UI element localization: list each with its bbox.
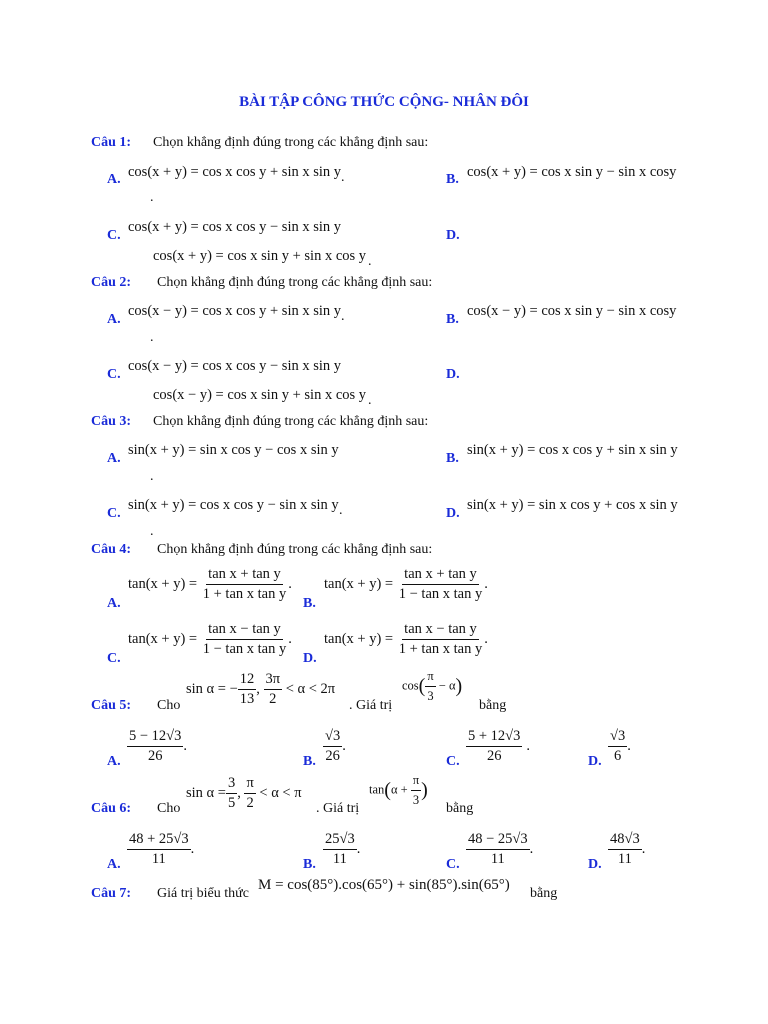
q5-option-d-letter[interactable]: D. [588, 754, 602, 769]
question-4-text: Chọn khẳng định đúng trong các khẳng định sau: [157, 542, 433, 557]
dot: . [150, 330, 154, 345]
q4-option-c-letter[interactable]: C. [107, 651, 121, 666]
q1-option-b-letter[interactable]: B. [446, 172, 459, 187]
dot: . [150, 469, 154, 484]
dot: . [368, 393, 372, 408]
q4-option-b-letter[interactable]: B. [303, 596, 316, 611]
numerator: 3π [264, 671, 283, 690]
numerator: 5 − 12√3 [127, 728, 183, 747]
numerator: 5 + 12√3 [466, 728, 522, 747]
q6-expression [369, 772, 428, 809]
numerator: π [411, 772, 421, 791]
q3-option-a-letter[interactable]: A. [107, 451, 121, 466]
numerator: √3 [608, 728, 627, 747]
question-2-label: Câu 2: [91, 275, 132, 290]
q3-option-c[interactable]: sin(x + y) = cos x cos y − sin x sin y [128, 497, 339, 513]
question-6-cho: Cho [157, 801, 181, 816]
q6-option-d[interactable] [608, 831, 645, 868]
page-title: BÀI TẬP CÔNG THỨC CỘNG- NHÂN ĐÔI [239, 94, 529, 110]
dot: . [484, 575, 488, 592]
q4-option-a-letter[interactable]: A. [107, 596, 121, 611]
q2-option-c-letter[interactable]: C. [107, 367, 121, 382]
paren-open: ( [418, 675, 426, 697]
numerator: 48 + 25√3 [127, 831, 191, 850]
dot: . [288, 575, 292, 592]
numerator: tan x + tan y [206, 566, 283, 585]
q4-lhs: tan(x + y) = [324, 630, 394, 647]
numerator: tan x − tan y [206, 621, 283, 640]
numerator: 48√3 [608, 831, 642, 850]
denominator: 3 [427, 689, 434, 703]
q4-option-d-letter[interactable]: D. [303, 651, 317, 666]
denominator: 11 [151, 851, 166, 867]
denominator: 1 + tan x tan y [202, 586, 287, 602]
q6-condition: sin α = $\frac{3}{5}$ , $\frac{\pi}{2}$ < α < π [186, 775, 302, 811]
q1-option-a[interactable]: cos(x + y) = cos x cos y + sin x sin y [128, 164, 342, 180]
question-4-label: Câu 4: [91, 542, 132, 557]
q6-option-c-letter[interactable]: C. [446, 857, 460, 872]
denominator: 26 [147, 748, 163, 764]
denominator: 13 [239, 691, 255, 707]
denominator: 26 [486, 748, 502, 764]
q5-range: < α < 2π [285, 680, 336, 697]
q4-b-fraction [397, 566, 484, 603]
dot: . [339, 503, 343, 518]
dot: . [190, 840, 195, 857]
q6-expr-func: tan [369, 782, 385, 797]
dot: . [288, 630, 292, 647]
q6-bang: bằng [446, 801, 474, 816]
question-6-label: Câu 6: [91, 801, 132, 816]
dot: . [341, 170, 345, 185]
q5-expr-func: cos [402, 678, 419, 693]
q5-option-c-letter[interactable]: C. [446, 754, 460, 769]
q6-option-a[interactable] [127, 831, 194, 868]
q5-option-b-letter[interactable]: B. [303, 754, 316, 769]
q4-a-fraction [201, 566, 288, 603]
question-7-text: Giá trị biểu thức [157, 886, 249, 901]
question-1-text: Chọn khẳng định đúng trong các khẳng định sau: [153, 135, 429, 150]
dot: . [150, 190, 154, 205]
paren-close: ) [421, 779, 428, 801]
denominator: 6 [613, 748, 622, 764]
q6-option-b-letter[interactable]: B. [303, 857, 316, 872]
q6-sin-fraction [226, 775, 237, 812]
denominator: 11 [332, 851, 347, 867]
denominator: 5 [227, 795, 236, 811]
q1-option-c-letter[interactable]: C. [107, 228, 121, 243]
paren-close: ) [455, 675, 463, 697]
numerator: 3 [226, 775, 237, 794]
denominator: 1 + tan x tan y [398, 641, 483, 657]
denominator: 2 [246, 795, 254, 811]
q4-d-fraction [397, 621, 484, 658]
denominator: 1 − tan x tan y [398, 586, 483, 602]
q6-option-c[interactable] [466, 831, 533, 868]
q3-option-a[interactable]: sin(x + y) = sin x cos y − cos x sin y [128, 442, 339, 458]
question-5-cho: Cho [157, 698, 181, 713]
question-7-label: Câu 7: [91, 886, 132, 901]
dot: . [341, 309, 345, 324]
q2-option-b-letter[interactable]: B. [446, 312, 459, 327]
q7-expression: M = cos(85°).cos(65°) + sin(85°).sin(65°) [258, 877, 510, 893]
q2-option-a-letter[interactable]: A. [107, 312, 121, 327]
q1-option-b[interactable]: cos(x + y) = cos x sin y − sin x cosy [467, 164, 677, 180]
q6-gia-tri: . Giá trị [316, 801, 360, 816]
q2-option-a[interactable]: cos(x − y) = cos x cos y + sin x sin y [128, 303, 342, 319]
question-3-text: Chọn khẳng định đúng trong các khẳng định sau: [153, 414, 429, 429]
q6-sin-lhs: sin α = [186, 784, 226, 801]
q4-lhs: tan(x + y) = [128, 630, 198, 647]
numerator: π [425, 668, 435, 687]
q4-option-d[interactable] [324, 621, 488, 658]
denominator: 26 [325, 748, 340, 764]
dot: . [641, 840, 646, 857]
q5-gia-tri: . Giá trị [349, 698, 393, 713]
question-2-text: Chọn khẳng định đúng trong các khẳng định sau: [157, 275, 433, 290]
q3-option-b-letter[interactable]: B. [446, 451, 459, 466]
numerator: √3 [323, 728, 342, 747]
dot: . [627, 737, 631, 754]
q1-option-d-letter[interactable]: D. [446, 228, 460, 243]
numerator: π [244, 775, 255, 794]
q4-lhs: tan(x + y) = [128, 575, 198, 592]
q3-option-d[interactable]: sin(x + y) = sin x cos y + cos x sin y [467, 497, 678, 513]
q7-bang: bằng [530, 886, 558, 901]
q3-option-d-letter[interactable]: D. [446, 506, 460, 521]
numerator: 12 [238, 671, 257, 690]
dot: . [183, 737, 188, 754]
dot: . [529, 840, 534, 857]
q5-expr-fraction [425, 668, 435, 705]
denominator: 11 [490, 851, 505, 867]
q5-option-a-letter[interactable]: A. [107, 754, 121, 769]
q6-range: < α < π [259, 784, 302, 801]
numerator: 48 − 25√3 [466, 831, 530, 850]
q4-c-fraction [201, 621, 288, 658]
q4-option-a[interactable] [128, 566, 292, 603]
q6-expr-fraction [411, 772, 421, 809]
q5-bang: bằng [479, 698, 507, 713]
q4-lhs: tan(x + y) = [324, 575, 394, 592]
q2-option-d-letter[interactable]: D. [446, 367, 460, 382]
q5-pi-fraction [264, 671, 283, 708]
q5-expr-post: − α [438, 678, 456, 693]
denominator: 3 [412, 793, 420, 807]
q5-sin-lhs: sin α = − [186, 680, 238, 697]
question-1-label: Câu 1: [91, 135, 132, 150]
dot: . [150, 524, 154, 539]
q1-option-d[interactable]: cos(x + y) = cos x sin y + sin x cos y [153, 248, 367, 264]
q5-option-d[interactable] [608, 728, 631, 765]
question-5-label: Câu 5: [91, 698, 132, 713]
q6-option-a-letter[interactable]: A. [107, 857, 121, 872]
denominator: 11 [617, 851, 632, 867]
q1-option-a-letter[interactable]: A. [107, 172, 121, 187]
q1-option-c[interactable]: cos(x + y) = cos x cos y − sin x sin y [128, 219, 342, 235]
q5-option-a[interactable] [127, 728, 187, 765]
q5-condition: sin α = − $\frac{12}{13}$ , $\frac{3\pi}{2}$ < α < 2π [186, 671, 336, 707]
q4-option-c[interactable] [128, 621, 292, 658]
dot: . [356, 840, 361, 857]
paren-open: ( [384, 779, 391, 801]
q4-option-b[interactable] [324, 566, 488, 603]
q6-expr-mid: α + [390, 782, 408, 797]
q5-expression [402, 668, 462, 705]
q5-sin-fraction [238, 671, 257, 708]
q2-option-b[interactable]: cos(x − y) = cos x sin y − sin x cosy [467, 303, 677, 319]
q3-option-c-letter[interactable]: C. [107, 506, 121, 521]
dot: . [484, 630, 488, 647]
question-3-label: Câu 3: [91, 414, 132, 429]
q2-option-d[interactable]: cos(x − y) = cos x sin y + sin x cos y [153, 387, 367, 403]
q5-option-b[interactable] [323, 728, 346, 765]
numerator: tan x + tan y [402, 566, 479, 585]
q6-option-d-letter[interactable]: D. [588, 857, 602, 872]
denominator: 1 − tan x tan y [202, 641, 287, 657]
dot: . [526, 737, 531, 754]
dot: . [368, 254, 372, 269]
numerator: tan x − tan y [402, 621, 479, 640]
q5-option-c[interactable] [466, 728, 530, 765]
dot: . [342, 737, 346, 754]
q6-option-b[interactable] [323, 831, 360, 868]
q2-option-c[interactable]: cos(x − y) = cos x cos y − sin x sin y [128, 358, 342, 374]
numerator: 25√3 [323, 831, 357, 850]
q6-pi-fraction [244, 775, 255, 812]
denominator: 2 [269, 691, 277, 707]
q3-option-b[interactable]: sin(x + y) = cos x cos y + sin x sin y [467, 442, 678, 458]
